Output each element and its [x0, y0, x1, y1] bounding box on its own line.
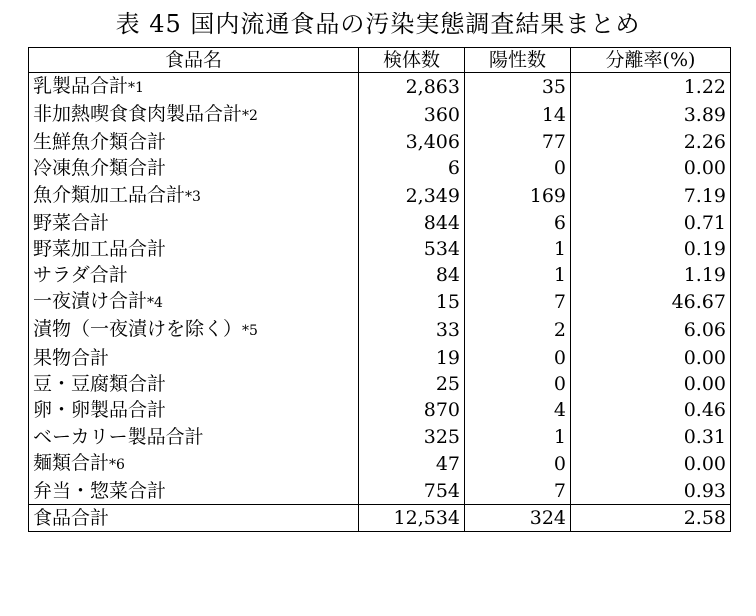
food-name-cell [29, 182, 359, 210]
isolation-rate: 1.22 [571, 73, 731, 102]
isolation-rate: 0.00 [571, 371, 731, 397]
positive-count: 0 [465, 155, 571, 181]
food-name-cell [29, 101, 359, 129]
food-name: ベーカリー製品合計 [33, 425, 204, 448]
food-name: 卵・卵製品合計 [33, 399, 167, 422]
header-positive-count: 陽性数 [465, 48, 571, 73]
table-row [29, 182, 731, 210]
isolation-rate: 0.00 [571, 155, 731, 181]
isolation-rate: 7.19 [571, 182, 731, 210]
food-name: 冷凍魚介類合計 [33, 157, 167, 180]
sample-count: 534 [359, 236, 465, 262]
positive-count: 0 [465, 344, 571, 370]
header-sample-count: 検体数 [359, 48, 465, 73]
food-name: 麺類合計 [33, 451, 110, 474]
isolation-rate: 0.00 [571, 344, 731, 370]
food-name: サラダ合計 [33, 264, 128, 287]
sample-count: 2,863 [359, 73, 465, 102]
food-name: 豆・豆腐類合計 [33, 372, 167, 395]
header-isolation-rate: 分離率(%) [571, 48, 731, 73]
sample-count: 15 [359, 288, 465, 316]
sample-count: 3,406 [359, 129, 465, 155]
table-body [29, 73, 731, 505]
footnote-marker: *3 [185, 188, 201, 205]
positive-count: 0 [465, 450, 571, 478]
isolation-rate: 2.26 [571, 129, 731, 155]
isolation-rate: 6.06 [571, 316, 731, 344]
isolation-rate: 1.19 [571, 262, 731, 288]
sample-count: 6 [359, 155, 465, 181]
isolation-rate: 46.67 [571, 288, 731, 316]
food-name: 野菜加工品合計 [33, 238, 167, 261]
sample-count: 2,349 [359, 182, 465, 210]
positive-count: 1 [465, 236, 571, 262]
positive-count: 14 [465, 101, 571, 129]
food-name-cell [29, 316, 359, 344]
food-name: 果物合計 [33, 346, 110, 369]
isolation-rate: 0.19 [571, 236, 731, 262]
food-name-cell [29, 262, 359, 288]
food-name-cell [29, 288, 359, 316]
food-name-cell [29, 155, 359, 181]
total-row [29, 504, 731, 531]
isolation-rate: 0.71 [571, 210, 731, 236]
food-name: 乳製品合計 [33, 75, 129, 97]
positive-count: 0 [465, 371, 571, 397]
sample-count: 360 [359, 101, 465, 129]
contamination-survey-table [28, 47, 731, 532]
footnote-marker: *5 [242, 323, 258, 340]
isolation-rate: 0.93 [571, 478, 731, 505]
food-name-cell [29, 450, 359, 478]
sample-count: 754 [359, 478, 465, 505]
table-row [29, 155, 731, 181]
food-name: 弁当・惣菜合計 [33, 479, 167, 502]
positive-count: 7 [465, 478, 571, 505]
table-row [29, 450, 731, 478]
food-name-cell [29, 210, 359, 236]
total-positive-count: 324 [465, 504, 571, 531]
isolation-rate: 0.46 [571, 397, 731, 423]
table-row [29, 478, 731, 505]
sample-count: 25 [359, 371, 465, 397]
header-food-name: 食品名 [29, 48, 359, 73]
footnote-marker: *2 [242, 108, 258, 124]
header-row [29, 48, 731, 73]
table-row [29, 397, 731, 423]
food-name-cell [29, 478, 359, 505]
table-row [29, 129, 731, 155]
table-row [29, 73, 731, 102]
isolation-rate: 0.31 [571, 423, 731, 449]
sample-count: 84 [359, 262, 465, 288]
total-isolation-rate: 2.58 [571, 504, 731, 531]
positive-count: 77 [465, 129, 571, 155]
table-row [29, 236, 731, 262]
isolation-rate: 0.00 [571, 450, 731, 478]
table-title: 表 45 国内流通食品の汚染実態調査結果まとめ [115, 10, 641, 38]
food-name-cell [29, 129, 359, 155]
food-name-cell [29, 73, 359, 102]
food-name-cell [29, 423, 359, 449]
positive-count: 6 [465, 210, 571, 236]
positive-count: 1 [465, 262, 571, 288]
positive-count: 169 [465, 182, 571, 210]
table-row [29, 262, 731, 288]
positive-count: 2 [465, 316, 571, 344]
sample-count: 870 [359, 397, 465, 423]
sample-count: 33 [359, 316, 465, 344]
food-name: 漬物（一夜漬けを除く） [33, 318, 243, 341]
table-row [29, 210, 731, 236]
sample-count: 325 [359, 423, 465, 449]
food-name-cell [29, 344, 359, 370]
table-row [29, 288, 731, 316]
positive-count: 1 [465, 423, 571, 449]
total-label: 食品合計 [29, 504, 359, 531]
isolation-rate: 3.89 [571, 101, 731, 129]
positive-count: 4 [465, 397, 571, 423]
food-name: 野菜合計 [33, 211, 110, 234]
food-name: 魚介類加工品合計 [33, 183, 186, 206]
footnote-marker: *6 [109, 456, 125, 473]
total-sample-count: 12,534 [359, 504, 465, 531]
food-name-cell [29, 397, 359, 423]
food-name: 非加熱喫食食肉製品合計 [33, 103, 243, 125]
table-row [29, 344, 731, 370]
footnote-marker: *4 [147, 295, 163, 312]
table-row [29, 101, 731, 129]
table-row [29, 371, 731, 397]
positive-count: 7 [465, 288, 571, 316]
positive-count: 35 [465, 73, 571, 102]
table-row [29, 423, 731, 449]
food-name-cell [29, 371, 359, 397]
food-name: 一夜漬け合計 [33, 290, 148, 313]
food-name-cell [29, 236, 359, 262]
table-row [29, 316, 731, 344]
footnote-marker: *1 [128, 80, 144, 96]
food-name: 生鮮魚介類合計 [33, 131, 167, 154]
sample-count: 19 [359, 344, 465, 370]
sample-count: 844 [359, 210, 465, 236]
sample-count: 47 [359, 450, 465, 478]
